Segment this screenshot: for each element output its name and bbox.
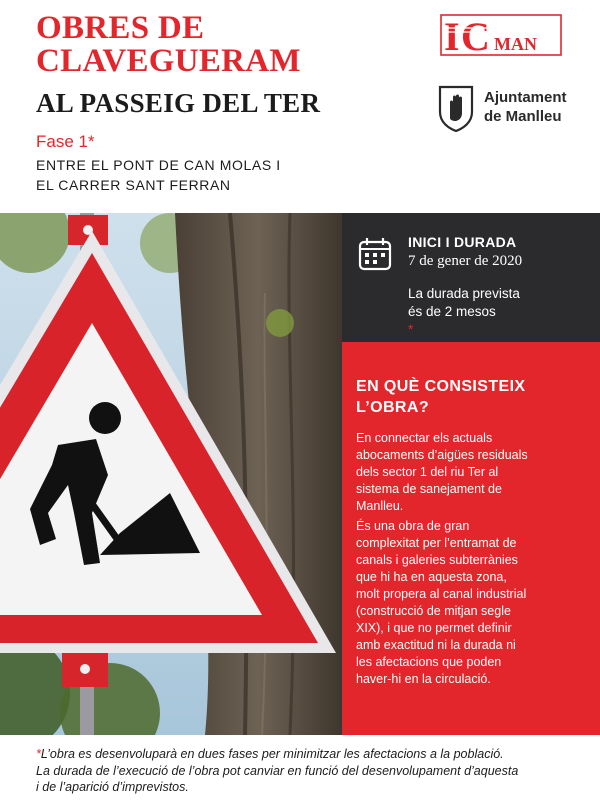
paragraph-2-line: molt propera al canal industrial bbox=[356, 587, 527, 601]
footnote-asterisk: * bbox=[36, 747, 41, 761]
route-line-1: ENTRE EL PONT DE CAN MOLAS I bbox=[36, 157, 281, 173]
title-line-1: OBRES DE bbox=[36, 10, 205, 46]
description-paragraph-2 bbox=[356, 518, 592, 688]
duration-line-1: La durada prevista bbox=[408, 286, 520, 301]
paragraph-2-line: amb exactitud ni la durada ni bbox=[356, 638, 516, 652]
duration-text bbox=[408, 285, 520, 339]
duration-line-2-text: és de 2 mesos bbox=[408, 304, 496, 319]
roadworks-sign-photo bbox=[0, 213, 342, 735]
route-description bbox=[36, 155, 281, 195]
title-line-2: CLAVEGUERAM bbox=[36, 43, 301, 79]
description-paragraph-1 bbox=[356, 430, 592, 515]
question-line-1: EN QUÈ CONSISTEIX bbox=[356, 378, 526, 395]
footnote bbox=[36, 746, 576, 796]
paragraph-1-line: abocaments d’aigües residuals bbox=[356, 448, 528, 462]
footnote-line-1-text: L’obra es desenvoluparà en dues fases per minimitzar les afectacions a la població. bbox=[40, 747, 504, 761]
schedule-heading: INICI I DURADA bbox=[408, 234, 517, 250]
footnote-line-3: i de l’aparició d’imprevistos. bbox=[36, 780, 189, 794]
calendar-icon bbox=[358, 237, 392, 271]
paragraph-2-line: haver-hi en la circulació. bbox=[356, 672, 491, 686]
ajuntament-logo bbox=[437, 84, 577, 132]
paragraph-2-line: És una obra de gran bbox=[356, 519, 470, 533]
page-title bbox=[36, 12, 356, 78]
start-date: 7 de gener de 2020 bbox=[408, 253, 523, 269]
schedule-panel bbox=[342, 213, 600, 342]
route-line-2: EL CARRER SANT FERRAN bbox=[36, 177, 231, 193]
duration-asterisk: * bbox=[408, 322, 414, 337]
paragraph-1-line: dels sector 1 del riu Ter al bbox=[356, 465, 499, 479]
paragraph-2-line: complexitat per l’entramat de bbox=[356, 536, 517, 550]
icman-logo bbox=[440, 14, 562, 56]
paragraph-2-line: les afectacions que poden bbox=[356, 655, 502, 669]
question-line-2: L’OBRA? bbox=[356, 399, 430, 416]
description-heading bbox=[356, 376, 526, 418]
ajuntament-line-2: de Manlleu bbox=[484, 108, 562, 125]
svg-text:MAN: MAN bbox=[494, 34, 537, 54]
paragraph-2-line: canals i galeries subterrànies bbox=[356, 553, 518, 567]
ajuntament-name bbox=[484, 88, 567, 126]
paragraph-1-line: Manlleu. bbox=[356, 499, 404, 513]
svg-text:I: I bbox=[444, 14, 460, 56]
shield-hand-icon bbox=[437, 84, 475, 132]
duration-line-2 bbox=[408, 303, 520, 339]
paragraph-2-line: que hi ha en aquesta zona, bbox=[356, 570, 507, 584]
footnote-line-2: La durada de l’execució de l’obra pot canviar en funció del desenvolupament d’aquesta bbox=[36, 763, 519, 778]
paragraph-1-line: sistema de sanejament de bbox=[356, 482, 502, 496]
footnote-line-1 bbox=[36, 746, 576, 763]
ajuntament-line-1: Ajuntament bbox=[484, 89, 567, 106]
svg-text:C: C bbox=[461, 14, 490, 56]
page-subtitle: AL PASSEIG DEL TER bbox=[36, 88, 321, 118]
paragraph-2-line: XIX), i que no permet definir bbox=[356, 621, 512, 635]
paragraph-2-line: (construcció de mitjan segle bbox=[356, 604, 511, 618]
description-panel bbox=[342, 342, 600, 735]
paragraph-1-line: En connectar els actuals bbox=[356, 431, 493, 445]
phase-label: Fase 1* bbox=[36, 132, 95, 151]
